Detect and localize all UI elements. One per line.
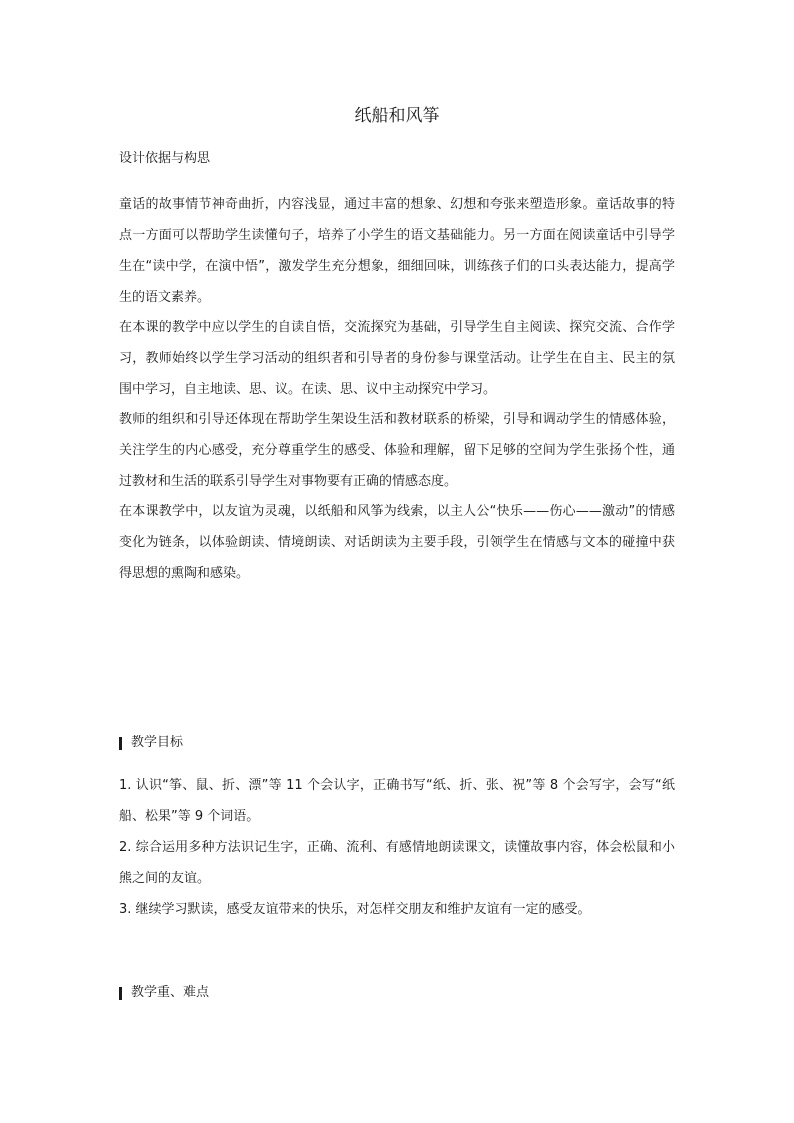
paragraph: 童话的故事情节神奇曲折，内容浅显，通过丰富的想象、幻想和夸张来塑造形象。童话故事的特点一方面可以帮助学生读懂句子，培养了小学生的语文基础能力。另一方面在阅读童话中引导学生在“读中学，在演中悟”，激发学生充分想象，细细回味，训练孩子们的口头表达能力，提高学生的语文素养。 (119, 197, 675, 305)
paragraph: 教师的组织和引导还体现在帮助学生架设生活和教材联系的桥梁，引导和调动学生的情感体验，关注学生的内心感受，充分尊重学生的感受、体验和理解，留下足够的空间为学生张扬个性，通过教材和生活的联系引导学生对事物要有正确的情感态度。 (119, 412, 675, 489)
document-subtitle: 设计依据与构思 (119, 151, 211, 166)
document-title: 纸船和风筝 (354, 106, 440, 126)
section-marker-icon (119, 987, 122, 1000)
teaching-goals-list (119, 770, 675, 925)
section-heading-label: 教学重、难点 (131, 985, 210, 1000)
section-heading-label: 教学目标 (131, 735, 184, 750)
section-marker-icon (119, 737, 122, 750)
paragraph: 在本课教学中，以友谊为灵魂，以纸船和风筝为线索，以主人公“快乐——伤心——激动”的情感变化为链条，以体验朗读、情境朗读、对话朗读为主要手段，引领学生在情感与文本的碰撞中获得思想的熏陶和感染。 (119, 504, 675, 581)
list-item: 2. 综合运用多种方法识记生字，正确、流利、有感情地朗读课文，读懂故事内容，体会松鼠和小熊之间的友谊。 (119, 840, 675, 886)
section-heading-key-points (119, 983, 209, 1003)
list-item: 1. 认识“筝、鼠、折、漂”等 11 个会认字，正确书写“纸、折、张、祝”等 8 个会写字，会写“纸船、松果”等 9 个词语。 (119, 778, 675, 824)
paragraph: 在本课的教学中应以学生的自读自悟，交流探究为基础，引导学生自主阅读、探究交流、合作学习，教师始终以学生学习活动的组织者和引导者的身份参与课堂活动。让学生在自主、民主的氛围中学习，自主地读、思、议。在读、思、议中主动探究中学习。 (119, 320, 675, 397)
design-rationale-body (119, 189, 675, 588)
list-item: 3. 继续学习默读，感受友谊带来的快乐，对怎样交朋友和维护友谊有一定的感受。 (119, 902, 591, 917)
section-heading-goals (119, 733, 183, 753)
